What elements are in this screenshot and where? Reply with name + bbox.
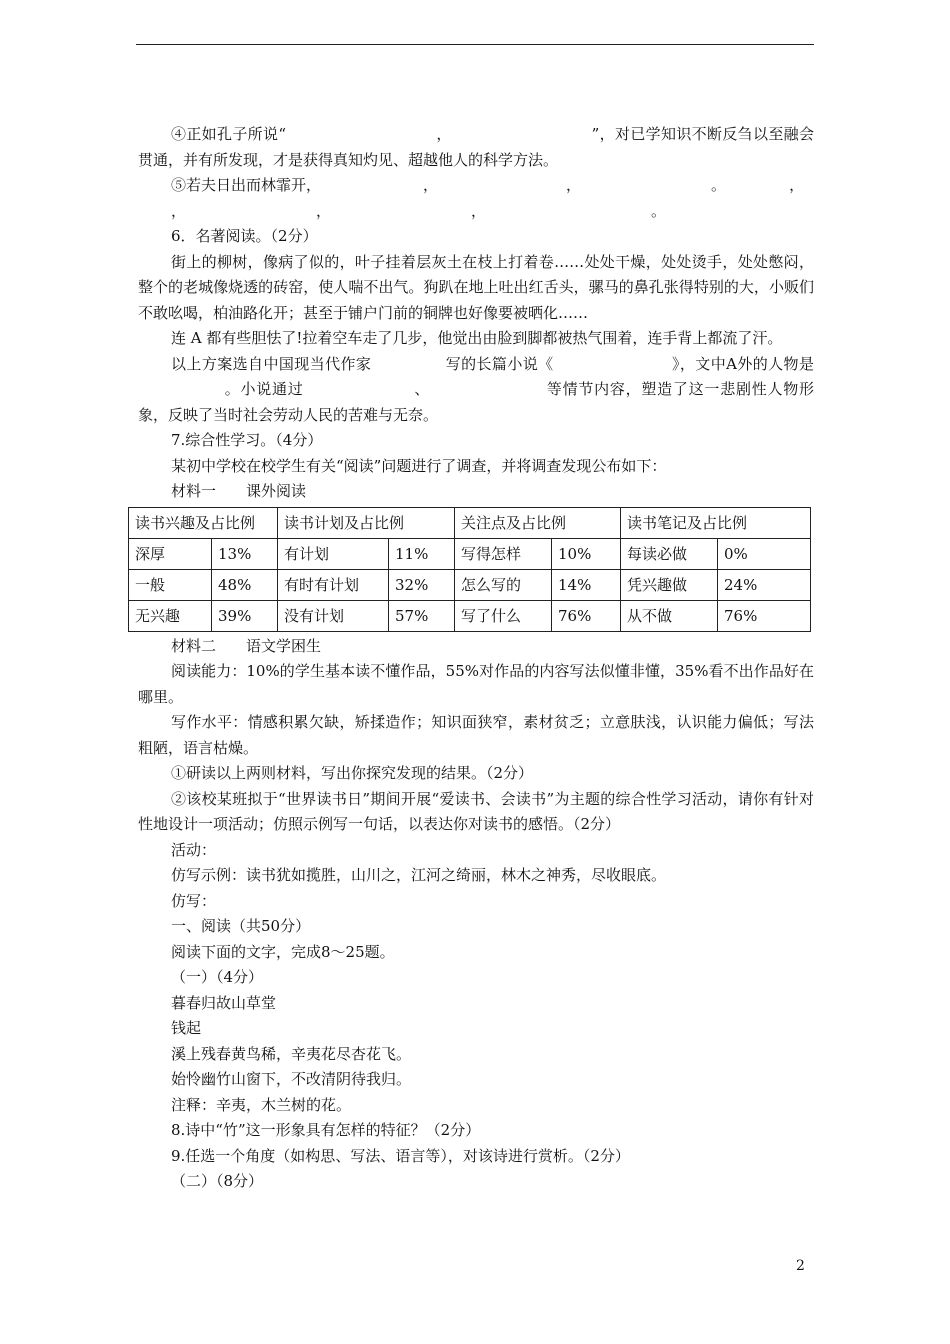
q6-passage-1: 街上的柳树，像病了似的，叶子挂着层灰土在枝上打着卷……处处干燥，处处烫手，处处憋闷，整个的老城像烧透的砖窑，使人喘不出气。狗趴在地上吐出红舌头，骡马的鼻孔张得特别的大，小贩们不敢吆喝，柏油路化开；甚至于铺户门前的铜牌也好像要被晒化……: [138, 252, 814, 322]
table-cell: 24%: [718, 569, 811, 600]
table-cell: 写得怎样: [455, 538, 552, 569]
writing-level: 写作水平：情感积累欠缺，矫揉造作；知识面狭窄，素材贫乏；立意肤浅，认识能力偏低；写法粗陋，语言枯燥。: [138, 713, 814, 757]
table-header: 关注点及占比例: [455, 507, 621, 538]
table-cell: 13%: [212, 538, 278, 569]
reading-section-title: 一、阅读（共50分）: [171, 917, 311, 935]
table-cell: 0%: [718, 538, 811, 569]
imitation-example: 仿写示例：读书犹如揽胜，山川之，江河之绮丽，林木之神秀，尽收眼底。: [171, 866, 667, 884]
part-2-label: （二）（8分）: [171, 1172, 264, 1190]
header-rule: [136, 44, 814, 45]
q6-question: 以上方案选自中国现当代作家 写的长篇小说《 》，文中A外的人物是。小说通过 、 等情节内容，塑造了这一悲剧性人物形象，反映了当时社会劳动人民的苦难与无奈。: [138, 354, 814, 424]
survey-table: [128, 507, 811, 632]
table-header: 读书兴趣及占比例: [129, 507, 278, 538]
table-cell: 57%: [389, 600, 455, 631]
table-header-row: [129, 507, 811, 538]
table-cell: 有计划: [278, 538, 389, 569]
table-cell: 有时有计划: [278, 569, 389, 600]
poem-line-1: 溪上残春黄鸟稀，辛夷花尽杏花飞。: [171, 1044, 412, 1063]
table-header: 读书计划及占比例: [278, 507, 455, 538]
table-cell: 11%: [389, 538, 455, 569]
table-row: [129, 600, 811, 631]
q7-title: 7.综合性学习。（4分）: [171, 431, 323, 449]
table-cell: 76%: [552, 600, 621, 631]
q7-sub-question-2: ②该校某班拟于“世界读书日”期间开展“爱读书、会读书”为主题的综合性学习活动，请你有针对性地设计一项活动；仿照示例写一句话，以表达你对读书的感悟。（2分）: [138, 789, 814, 833]
table-cell: 深厚: [129, 538, 212, 569]
material-2-label: 材料二 语文学困生: [171, 636, 322, 655]
part-1-label: （一）（4分）: [171, 968, 264, 986]
table-cell: 每读必做: [621, 538, 718, 569]
material-1-label: 材料一 课外阅读: [171, 482, 307, 500]
poem-note: 注释：辛夷，木兰树的花。: [171, 1095, 352, 1114]
poem-title: 暮春归故山草堂: [171, 993, 277, 1012]
table-cell: 76%: [718, 600, 811, 631]
table-header: 读书笔记及占比例: [621, 507, 811, 538]
imitation-label: 仿写：: [171, 891, 217, 910]
poem-author: 钱起: [171, 1019, 202, 1037]
table-row: [129, 538, 811, 569]
q6-passage-2: 连 A 都有些胆怯了!拉着空车走了几步，他觉出由脸到脚都被热气围着，连手背上都流了汗。: [171, 329, 783, 347]
q7-intro: 某初中学校在校学生有关“阅读”问题进行了调查，并将调查发现公布如下：: [171, 456, 667, 475]
table-cell: 写了什么: [455, 600, 552, 631]
table-cell: 从不做: [621, 600, 718, 631]
q5-item4: ④正如孔子所说“ ， ”，对已学知识不断反刍以至融会贯通，并有所发现，才是获得真知灼见、超越他人的科学方法。: [138, 125, 814, 169]
q6-title: 6．名著阅读。（2分）: [171, 227, 318, 245]
reading-instruction: 阅读下面的文字，完成8～25题。: [171, 942, 395, 961]
reading-ability: 阅读能力：10%的学生基本读不懂作品，55%对作品的内容写法似懂非懂，35%看不出作品好在哪里。: [138, 662, 814, 706]
q7-sub-question-1: ①研读以上两则材料，写出你探究发现的结果。（2分）: [171, 764, 534, 782]
table-cell: 没有计划: [278, 600, 389, 631]
document-body: [135, 122, 814, 1195]
q5-item5: ⑤若夫日出而林霏开， ， ， 。 ，: [171, 176, 805, 194]
table-cell: 14%: [552, 569, 621, 600]
table-cell: 10%: [552, 538, 621, 569]
question-8: 8.诗中“竹”这一形象具有怎样的特征？（2分）: [171, 1121, 481, 1139]
table-cell: 怎么写的: [455, 569, 552, 600]
table-cell: 一般: [129, 569, 212, 600]
table-cell: 48%: [212, 569, 278, 600]
question-9: 9.任选一个角度（如构思、写法、语言等），对该诗进行赏析。（2分）: [171, 1146, 630, 1165]
table-cell: 39%: [212, 600, 278, 631]
table-row: [129, 569, 811, 600]
poem-line-2: 始怜幽竹山窗下，不改清阴待我归。: [171, 1070, 412, 1088]
q5-item5-cont: ， ， ， 。: [171, 201, 667, 220]
page-number: 2: [796, 1258, 805, 1274]
table-cell: 32%: [389, 569, 455, 600]
table-cell: 凭兴趣做: [621, 569, 718, 600]
activity-label: 活动：: [171, 840, 217, 859]
table-cell: 无兴趣: [129, 600, 212, 631]
